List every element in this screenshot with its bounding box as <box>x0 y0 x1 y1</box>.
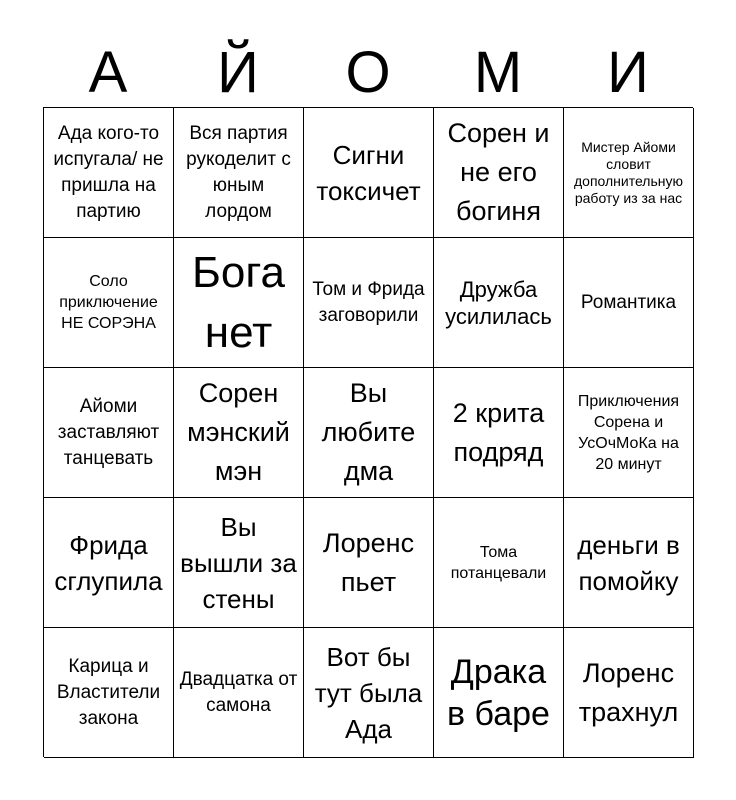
bingo-cell[interactable] <box>434 628 564 758</box>
bingo-cell[interactable] <box>174 498 304 628</box>
bingo-cell[interactable] <box>174 368 304 498</box>
title-letter: Й <box>217 40 259 105</box>
cell-text: Драка в баре <box>447 652 550 733</box>
bingo-cell[interactable] <box>434 238 564 368</box>
bingo-cell[interactable] <box>564 108 694 238</box>
bingo-cell[interactable] <box>564 238 694 368</box>
cell-text: Карица и Властители закона <box>56 655 161 729</box>
bingo-cell[interactable] <box>44 628 174 758</box>
cell-text: Тома потанцевали <box>450 543 547 582</box>
bingo-cell[interactable] <box>44 108 174 238</box>
title-letter: И <box>607 40 649 105</box>
bingo-board <box>43 107 693 757</box>
cell-text: деньги в помойку <box>577 529 680 596</box>
bingo-cell[interactable] <box>304 628 434 758</box>
bingo-cell[interactable] <box>434 108 564 238</box>
bingo-cell[interactable] <box>304 238 434 368</box>
bingo-cell[interactable] <box>44 238 174 368</box>
cell-text: Дружба усилилась <box>445 276 552 329</box>
title-letter: М <box>473 40 523 105</box>
bingo-title <box>43 38 693 108</box>
cell-text: Вот бы тут была Ада <box>314 641 423 744</box>
cell-text: Том и Фрида заговорили <box>312 278 425 326</box>
cell-text: 2 крита подряд <box>452 397 545 467</box>
bingo-cell[interactable] <box>564 368 694 498</box>
cell-text: Вы вышли за стены <box>180 511 297 614</box>
bingo-cell[interactable] <box>174 238 304 368</box>
bingo-cell[interactable] <box>434 498 564 628</box>
cell-text: Бога нет <box>192 247 285 357</box>
bingo-cell[interactable] <box>44 368 174 498</box>
cell-text: Фрида сглупила <box>54 529 163 596</box>
bingo-cell[interactable] <box>434 368 564 498</box>
cell-text: Лоренс пьет <box>322 527 415 597</box>
title-letter: О <box>345 40 391 105</box>
cell-text: Приключения Сорена и УсОчМоКа на 20 минут <box>577 392 680 473</box>
cell-text: Сорен и не его богиня <box>447 118 550 226</box>
bingo-cell[interactable] <box>44 498 174 628</box>
bingo-cell[interactable] <box>174 108 304 238</box>
cell-text: Романтика <box>580 291 677 313</box>
cell-text: Вся партия рукоделит с юным лордом <box>186 122 291 222</box>
bingo-cell[interactable] <box>304 498 434 628</box>
cell-text: Сигни токсичет <box>316 139 421 206</box>
cell-text: Ада кого-то испугала/ не пришла на партию <box>53 122 164 222</box>
cell-text: Лоренс трахнул <box>578 657 679 727</box>
cell-text: Айоми заставляют танцевать <box>57 395 160 469</box>
cell-text: Мистер Айоми словит дополнительную работу из за нас <box>573 138 683 206</box>
bingo-cell[interactable] <box>304 108 434 238</box>
title-letter: А <box>88 40 128 105</box>
cell-text: Соло приключение НЕ СОРЭНА <box>59 273 158 332</box>
cell-text: Двадцатка от самона <box>179 668 298 716</box>
bingo-cell[interactable] <box>564 628 694 758</box>
cell-text: Вы любите дма <box>321 378 416 486</box>
bingo-cell[interactable] <box>564 498 694 628</box>
bingo-cell[interactable] <box>304 368 434 498</box>
cell-text: Сорен мэнский мэн <box>187 378 290 486</box>
bingo-cell[interactable] <box>174 628 304 758</box>
